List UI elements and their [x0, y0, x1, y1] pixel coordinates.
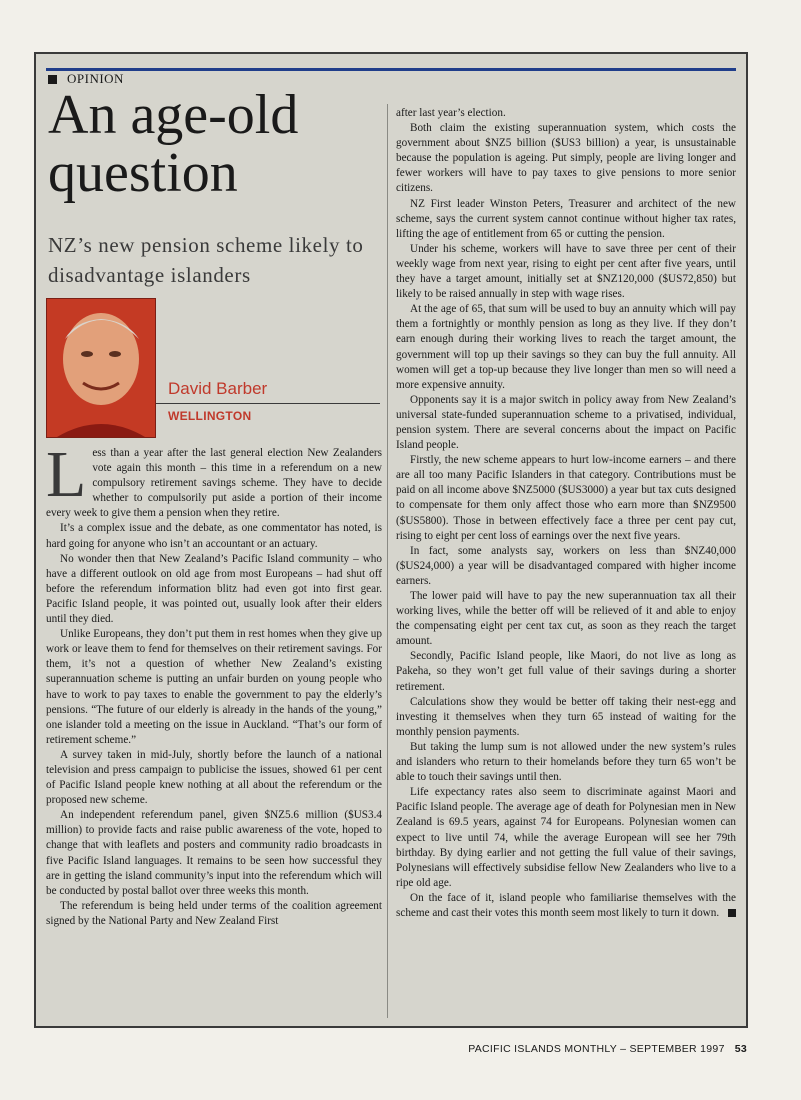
author-name: David Barber — [168, 379, 268, 398]
page-footer — [468, 1043, 747, 1055]
paragraph: The referendum is being held under terms of the coalition agreement signed by the National Party and New Zealand First — [46, 899, 382, 927]
article-frame — [34, 52, 748, 1028]
paragraph: Firstly, the new scheme appears to hurt low-income earners – and there are all too many Pacific Islanders in that category. Contributions must be paid on all income above $NZ5000 ($US3000) a year but tax cuts designed to compensate for them only affect those who earn more than $NZ9500 ($US5800). Those in between effectively face a three per cent pay cut, rising to eight per cent loss of earnings over the next five years. — [396, 454, 736, 542]
paragraph: NZ First leader Winston Peters, Treasurer and architect of the new scheme, says the current system cannot continue without higher tax rates, lifting the age of entitlement from 65 or cutting the pension. — [396, 197, 736, 240]
paragraph: In fact, some analysts say, workers on less than $NZ40,000 ($US24,000) a year will be disadvantaged compared with higher income earners. — [396, 544, 736, 587]
left-column — [46, 446, 382, 1018]
paragraph: after last year’s election. — [396, 107, 506, 119]
paragraph: It’s a complex issue and the debate, as one commentator has noted, is hard going for anyone who isn’t an accountant or an actuary. — [46, 522, 382, 550]
paragraph: But taking the lump sum is not allowed under the new system’s rules and islanders who return to their homelands before they turn 65 won’t be able to touch their savings until then. — [396, 740, 736, 784]
paragraph: Both claim the existing superannuation system, which costs the government about $NZ5 billion ($US3 billion) a year, is unsustainable because the population is ageing. Put simply, people are living longer and fewer workers will have to pay taxes to give pensions to more senior citizens. — [396, 122, 736, 195]
page-number: 53 — [734, 1043, 747, 1055]
section-rule — [46, 68, 736, 71]
drop-cap: L — [46, 446, 87, 511]
lead-paragraph: Less than a year after the last general election New Zealanders vote again this month – this time in a referendum on a new compulsory retirement savings scheme. They have to decide whether to compulsorily put aside a portion of their income every week to give them a pension when they retire. — [46, 446, 382, 520]
paragraph: Under his scheme, workers will have to save three per cent of their weekly wage from next year, rising to eight per cent after five years, until they have a target amount, initially set at $NZ120,000 ($US72,850) but likely to be raised annually in step with wage rises. — [396, 242, 736, 301]
square-bullet-icon — [48, 75, 57, 84]
paragraph: An independent referendum panel, given $NZ5.6 million ($US3.4 million) to provide facts and raise public awareness of the vote, hoped to change that with leaflets and posters and community radio broadcasts in five Pacific Island languages. It remains to be seen how successful they are in getting the island community’s input into the referendum which will be conducted by postal ballot over three weeks this month. — [46, 809, 382, 897]
column-divider — [387, 104, 388, 1018]
paragraph: Opponents say it is a major switch in policy away from New Zealand’s universal state-funded superannuation scheme to a privatised, individual, pension system. There are several concerns about the impact on Pacific Island people. — [396, 393, 736, 452]
paragraph: The lower paid will have to pay the new superannuation tax all their working lives, while the better off will be relieved of it and able to enjoy the compensating eight per cent tax cut, as soon as they reach the target amount. — [396, 590, 736, 648]
paragraph: No wonder then that New Zealand’s Pacific Island community – who have a different outlook on old age from most Europeans – had shut off before the referendum information blitz had even got into first gear. Pacific Island people, it was pointed out, usually look after their elders until they died. — [46, 552, 382, 626]
author-photo — [46, 298, 156, 438]
paragraph: Secondly, Pacific Island people, like Maori, do not live as long as Pakeha, so they won’t get full value of their savings during a shorter retirement. — [396, 650, 736, 693]
final-paragraph: On the face of it, island people who familiarise themselves with the scheme and cast their votes this month seem most likely to turn it down. — [396, 891, 736, 919]
article-title: An age-old question — [48, 84, 299, 204]
publication-line: PACIFIC ISLANDS MONTHLY – SEPTEMBER 1997 — [468, 1043, 725, 1055]
end-mark-icon — [728, 909, 736, 917]
section-name: OPINION — [67, 71, 124, 86]
paragraph: Unlike Europeans, they don’t put them in rest homes when they give up work or leave them to fend for themselves on their retirement savings. For them, it’s not a question of whether New Zealand’s existing superannuation scheme is putting an unfair burden on young people who have to work to pay taxes to enable the government to pay the elderly’s pensions. “The future of our elderly is already in the hands of the young,” one islander told a meeting on the issue in Auckland. “That’s our form of retirement scheme.” — [46, 628, 382, 746]
portrait-image — [47, 299, 155, 437]
byline-rule — [156, 403, 380, 404]
paragraph: Calculations show they would be better off taking their nest-egg and investing it themselves when they turn 65 instead of waiting for the monthly pension payments. — [396, 695, 736, 738]
dateline: WELLINGTON — [168, 409, 252, 423]
paragraph: A survey taken in mid-July, shortly before the launch of a national television and press campaign to publicise the issues, showed 61 per cent of Pacific Island people knew nothing at all about the referendum or the proposed new scheme. — [46, 748, 382, 807]
paragraph: At the age of 65, that sum will be used to buy an annuity which will pay them a fortnightly or monthly pension as long as they live. If they don’t earn enough during their working lives to reach the target amount, the government will top up their savings so they can buy the full annuity. All women will get a top-up because they live longer than men so will need a more expensive annuity. — [396, 303, 736, 391]
right-column — [396, 106, 736, 1006]
article-subtitle: NZ’s new pension scheme likely to disadvantage islanders — [48, 233, 364, 287]
paragraph: Life expectancy rates also seem to discriminate against Maori and Pacific Island people. The average age of death for Polynesian men in New Zealand is 69.5 years, against 74 for Europeans. Polynesian women can expect to live until 74, while the average European will see her 79th birthday. By dying earlier and not getting the full value of their savings, Polynesians will effectively subsidise fellow New Zealanders who live to a ripe old age. — [396, 786, 736, 889]
